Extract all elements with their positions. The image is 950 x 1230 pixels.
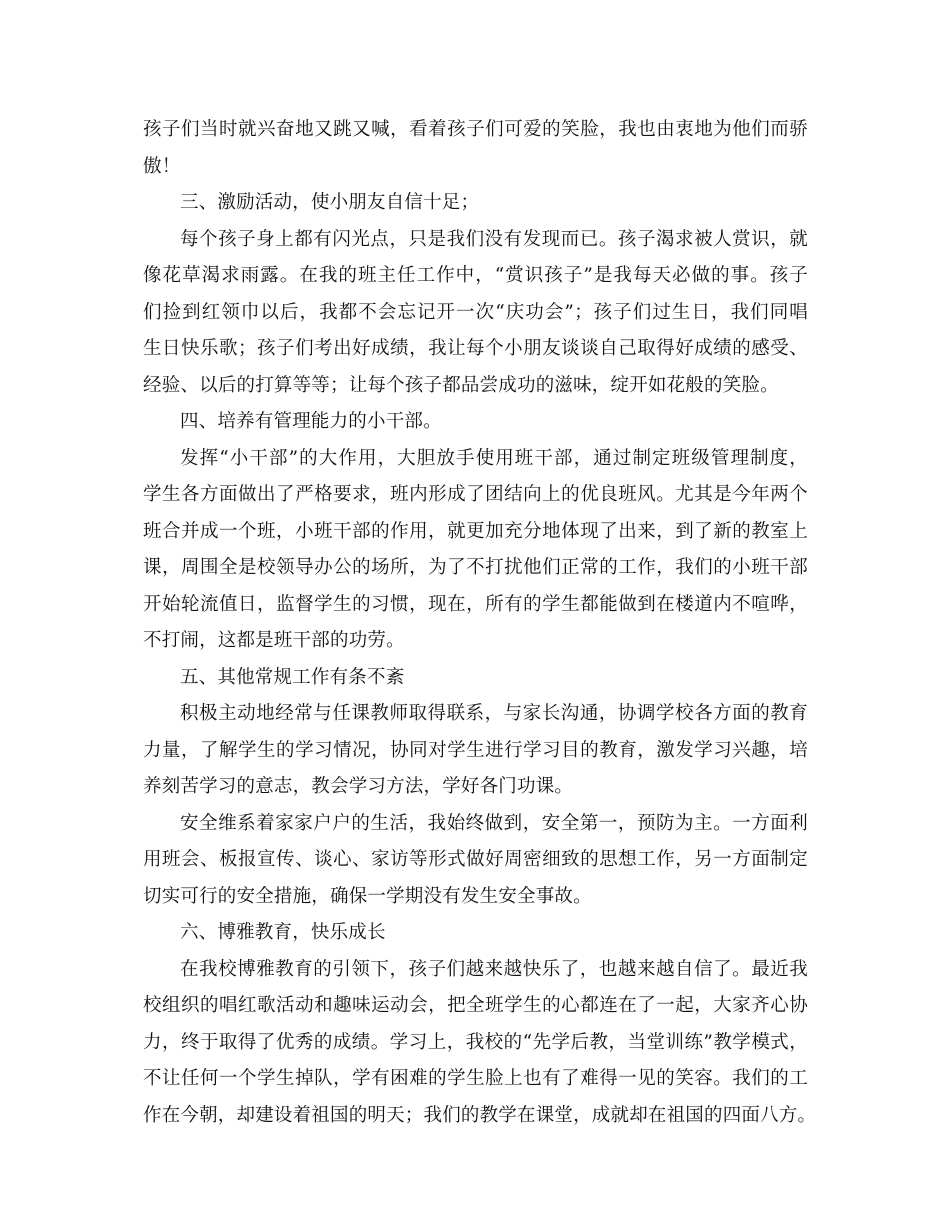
- text-line: 积极主动地经常与任课教师取得联系，与家长沟通，协调学校各方面的教育: [180, 703, 808, 724]
- text-line: 不打闹，这都是班干部的功劳。: [143, 630, 405, 651]
- text-line: 开始轮流值日，监督学生的习惯，现在，所有的学生都能做到在楼道内不喧哗，: [143, 593, 808, 615]
- text-line: 用班会、板报宣传、谈心、家访等形式做好周密细致的思想工作，另一方面制定: [143, 849, 808, 870]
- section-heading: 四、培养有管理能力的小干部。: [180, 411, 442, 432]
- text-line: 发挥“小干部”的大作用，大胆放手使用班干部，通过制定班级管理制度，: [180, 447, 808, 469]
- section-heading: 六、博雅教育，快乐成长: [180, 922, 386, 943]
- section-heading: 三、激励活动，使小朋友自信十足；: [180, 192, 480, 213]
- text-line: 班合并成一个班，小班干部的作用，就更加充分地体现了出来，到了新的教室上: [143, 520, 808, 542]
- text-line: 力，终于取得了优秀的成绩。学习上，我校的“先学后教，当堂训练”教学模式，: [143, 1031, 808, 1053]
- text-line: 养刻苦学习的意志，教会学习方法，学好各门功课。: [143, 776, 574, 797]
- text-line: 课，周围全是校领导办公的场所，为了不打扰他们正常的工作，我们的小班干部: [143, 557, 808, 578]
- text-line: 像花草渴求雨露。在我的班主任工作中，“赏识孩子”是我每天必做的事。孩子: [143, 265, 808, 286]
- text-line: 力量，了解学生的学习情况，协同对学生进行学习目的教育，激发学习兴趣，培: [143, 739, 808, 761]
- text-line: 生日快乐歌；孩子们考出好成绩，我让每个小朋友谈谈自己取得好成绩的感受、: [143, 338, 808, 359]
- text-line: 不让任何一个学生掉队，学有困难的学生脸上也有了难得一见的笑容。我们的工: [143, 1068, 808, 1089]
- text-line: 校组织的唱红歌活动和趣味运动会，把全班学生的心都连在了一起，大家齐心协: [143, 995, 808, 1016]
- text-line: 在我校博雅教育的引领下，孩子们越来越快乐了，也越来越自信了。最近我: [180, 958, 808, 980]
- text-line: 安全维系着家家户户的生活，我始终做到，安全第一，预防为主。一方面利: [180, 812, 808, 834]
- text-line: 们捡到红领巾以后，我都不会忘记开一次“庆功会”；孩子们过生日，我们同唱: [143, 301, 808, 323]
- section-heading: 五、其他常规工作有条不紊: [180, 666, 405, 688]
- text-line: 作在今朝，却建设着祖国的明天；我们的教学在课堂，成就却在祖国的四面八方。: [143, 1104, 817, 1126]
- text-line: 傲！: [143, 155, 181, 177]
- document-page: [143, 112, 817, 1134]
- text-line: 每个孩子身上都有闪光点，只是我们没有发现而已。孩子渴求被人赏识，就: [180, 228, 808, 250]
- text-line: 学生各方面做出了严格要求，班内形成了团结向上的优良班风。尤其是今年两个: [143, 484, 808, 505]
- text-line: 经验、以后的打算等等；让每个孩子都品尝成功的滋味，绽开如花般的笑脸。: [143, 374, 779, 396]
- text-line: 切实可行的安全措施，确保一学期没有发生安全事故。: [143, 885, 592, 907]
- text-line: 孩子们当时就兴奋地又跳又喊，看着孩子们可爱的笑脸，我也由衷地为他们而骄: [143, 119, 808, 140]
